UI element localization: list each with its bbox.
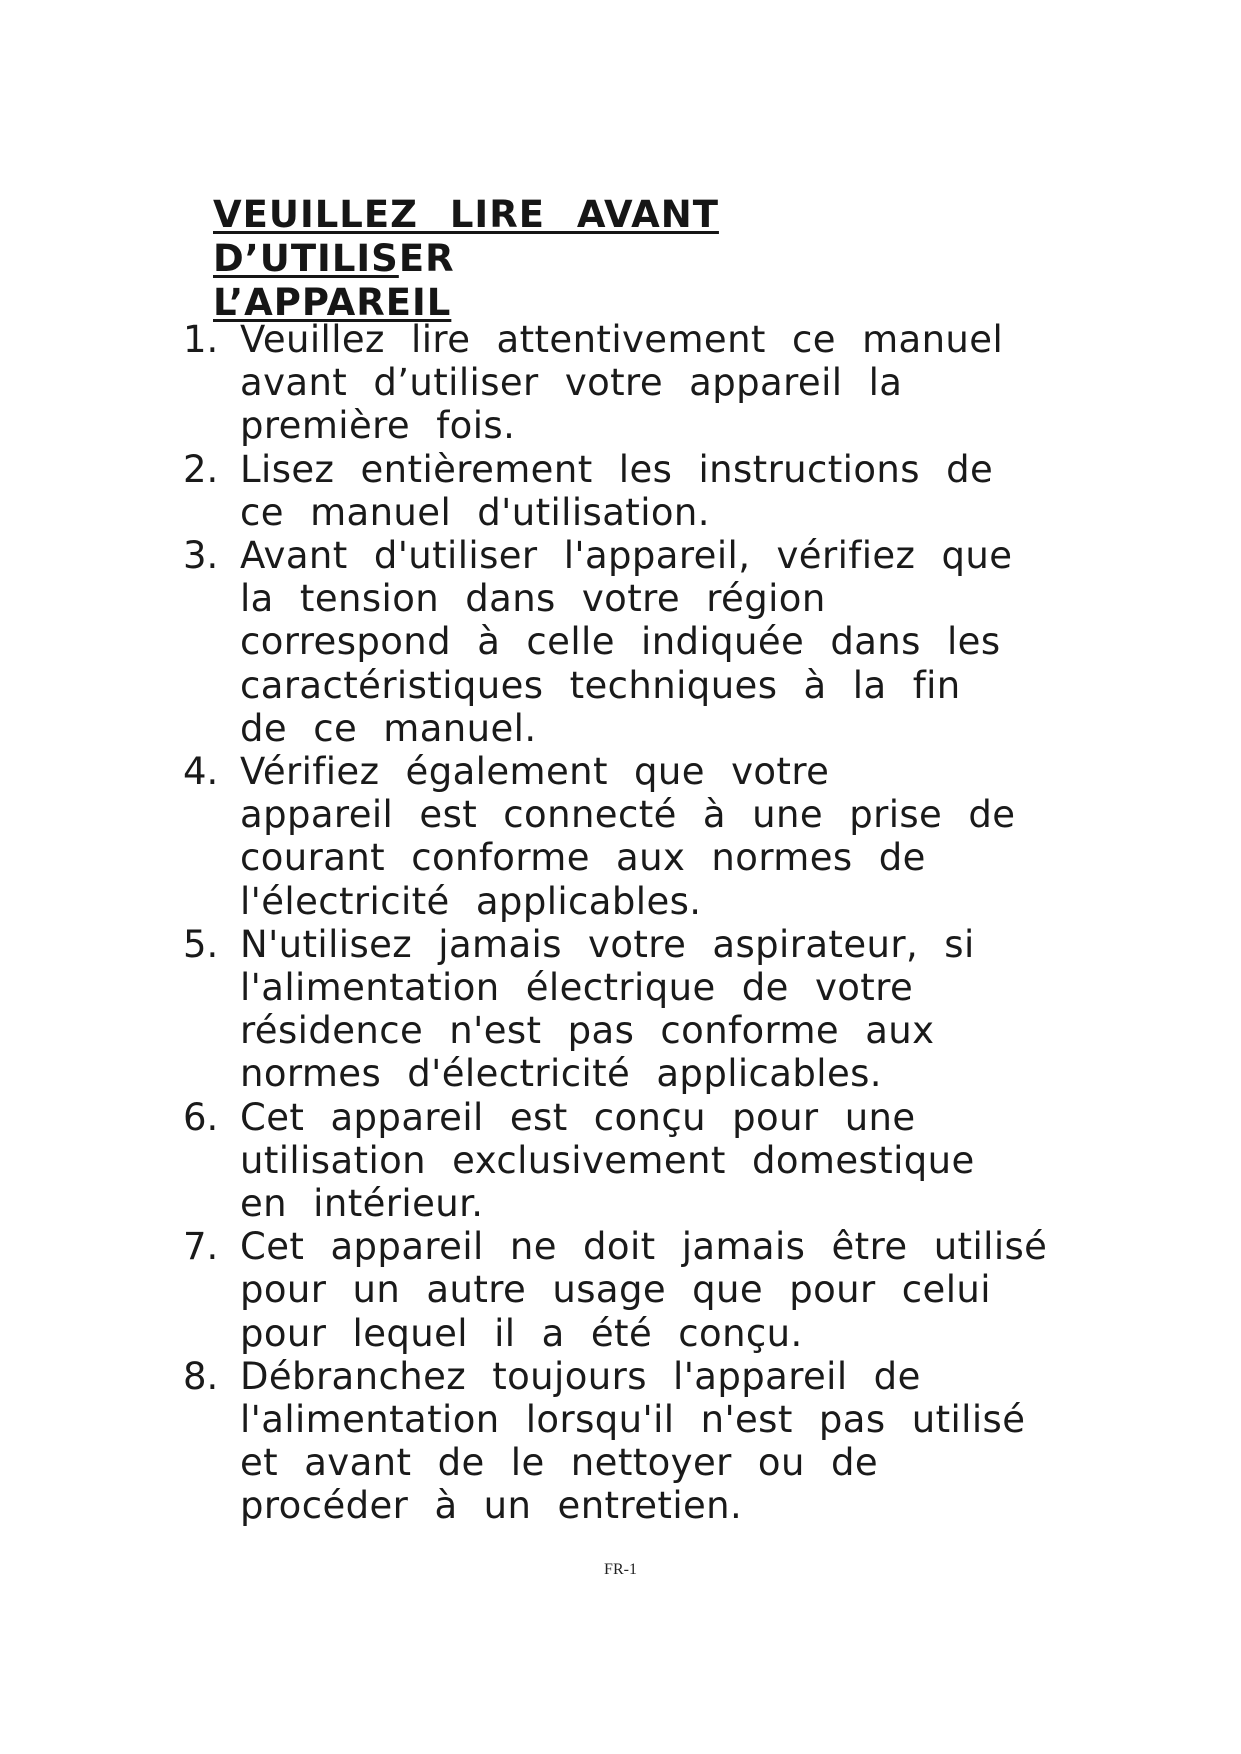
item-line: l'alimentation lorsqu'il n'est pas utilisé	[240, 1398, 1026, 1442]
item-line: courant conforme aux normes de	[240, 836, 926, 880]
item-line: utilisation exclusivement domestique	[240, 1138, 975, 1182]
item-line: avant d’utiliser votre appareil la	[240, 361, 903, 405]
item-number: 1.	[183, 318, 219, 361]
item-line: et avant de le nettoyer ou de	[240, 1441, 879, 1485]
item-line: ce manuel d'utilisation.	[240, 490, 710, 534]
list-item-4	[183, 750, 1163, 923]
title-underlined-text: VEUILLEZ LIRE AVANT D’UTILIS	[213, 193, 719, 280]
page-title	[213, 193, 933, 325]
item-line: en intérieur.	[240, 1182, 484, 1226]
item-number: 5.	[183, 922, 219, 966]
page-number: FR-1	[604, 1561, 637, 1578]
item-number: 2.	[183, 447, 219, 491]
item-line: appareil est connecté à une prise de	[240, 793, 1016, 837]
list-item-5	[183, 923, 1163, 1096]
item-number: 4.	[183, 750, 219, 794]
list-item-7	[183, 1225, 1163, 1355]
item-line: l'alimentation électrique de votre	[240, 966, 914, 1010]
title-rest-text: ER	[398, 237, 455, 280]
item-line: Débranchez toujours l'appareil de	[240, 1354, 921, 1398]
list-item-6	[183, 1096, 1163, 1226]
item-line: correspond à celle indiquée dans les	[240, 620, 1001, 664]
item-line: Vérifiez également que votre	[240, 750, 830, 794]
item-number: 6.	[183, 1095, 219, 1139]
title-line-1	[213, 193, 933, 281]
item-line: Lisez entièrement les instructions de	[240, 447, 994, 491]
item-line: de ce manuel.	[240, 706, 537, 750]
item-line: pour lequel il a été conçu.	[240, 1311, 803, 1355]
item-line: caractéristiques techniques à la fin	[240, 663, 961, 707]
item-line: l'électricité applicables.	[240, 879, 702, 923]
item-line: Cet appareil ne doit jamais être utilisé	[240, 1225, 1048, 1269]
item-line: résidence n'est pas conforme aux	[240, 1009, 935, 1053]
item-line: Avant d'utiliser l'appareil, vérifiez que	[240, 534, 1013, 578]
item-line: normes d'électricité applicables.	[240, 1052, 882, 1096]
item-line: Cet appareil est conçu pour une	[240, 1095, 916, 1139]
instruction-list	[183, 318, 1163, 1528]
list-item-1	[183, 318, 1163, 448]
item-number: 8.	[183, 1354, 219, 1398]
item-number: 7.	[183, 1225, 219, 1269]
item-line: la tension dans votre région	[240, 577, 826, 621]
list-item-8	[183, 1355, 1163, 1528]
item-line: Veuillez lire attentivement ce manuel	[240, 318, 1004, 361]
item-line: première fois.	[240, 404, 516, 448]
list-item-3	[183, 534, 1163, 750]
item-line: N'utilisez jamais votre aspirateur, si	[240, 922, 975, 966]
item-line: procéder à un entretien.	[240, 1484, 743, 1528]
item-number: 3.	[183, 534, 219, 578]
list-item-2	[183, 448, 1163, 534]
title-line-2: L’APPAREIL	[213, 281, 452, 324]
item-line: pour un autre usage que pour celui	[240, 1268, 991, 1312]
